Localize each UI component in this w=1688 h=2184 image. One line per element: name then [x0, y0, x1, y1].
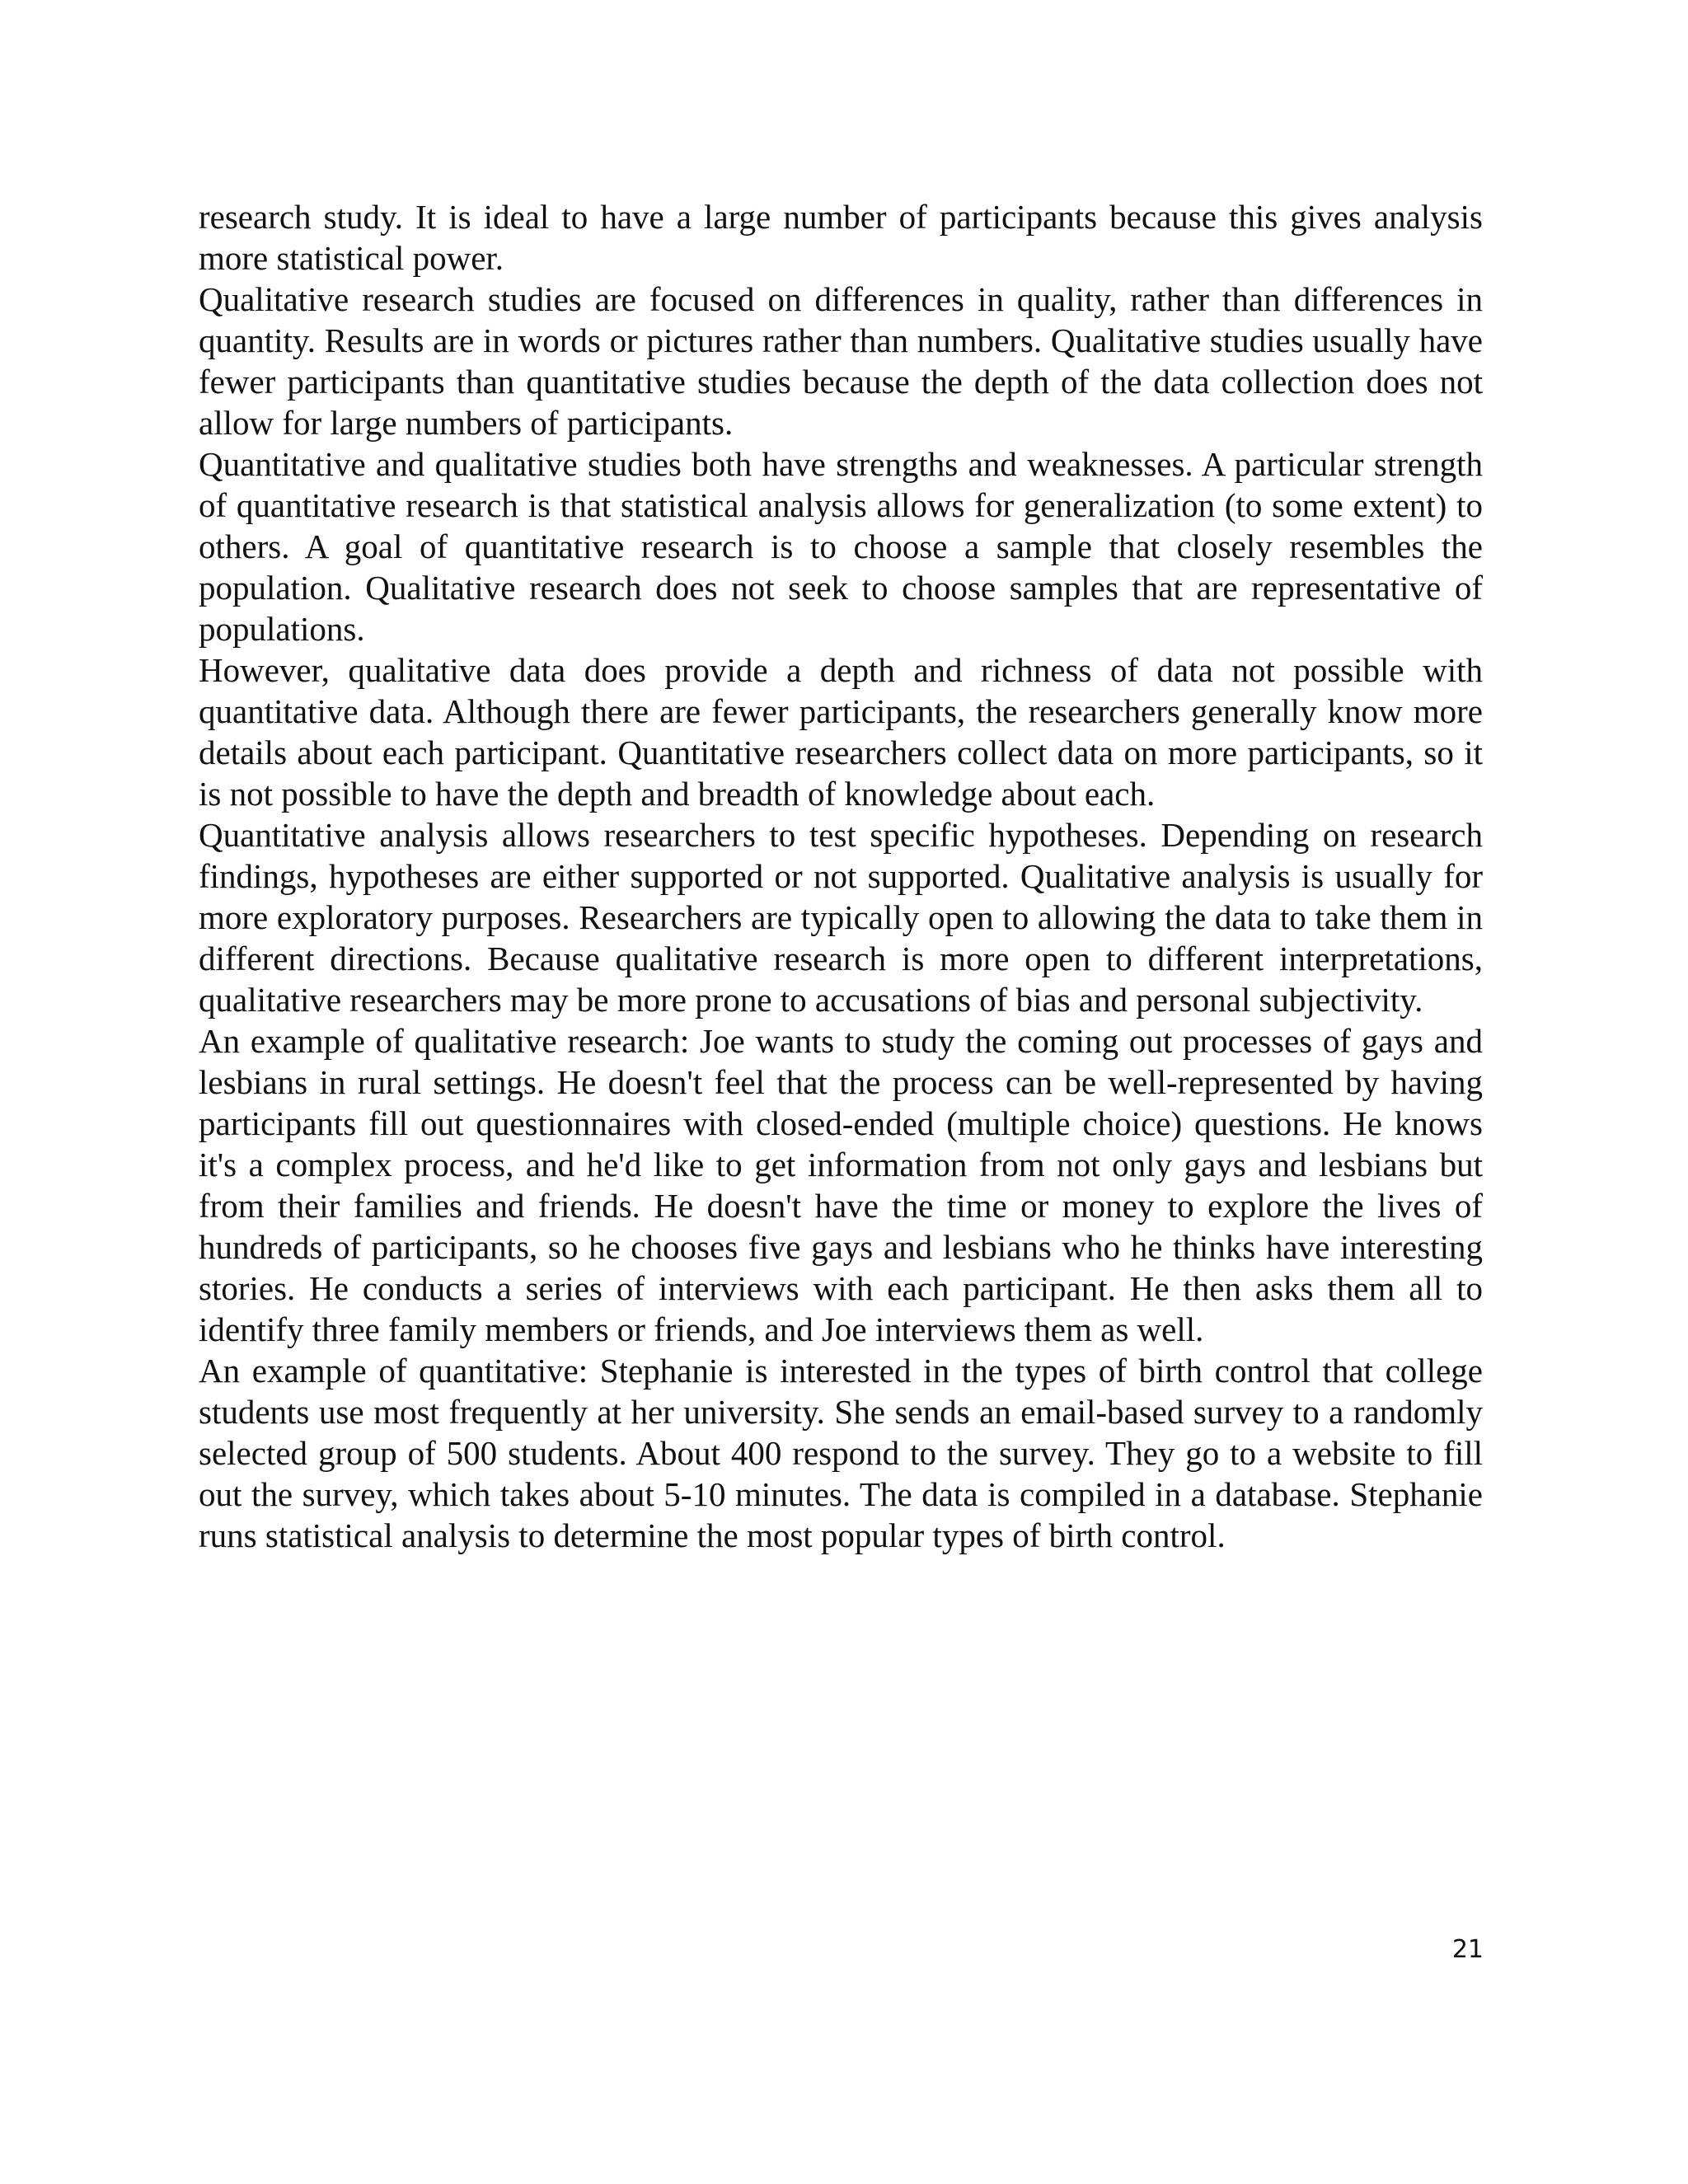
paragraph-qualitative-example: An example of qualitative research: Joe wants to study the coming out processes of gays and lesbians in rural settings. He doesn't feel that the process can be well-represented by having participants fill out questionnaires with closed-ended (multiple choice) questions. He knows it's a complex process, and he'd like to get information from not only gays and lesbians but from their families and friends. He doesn't have the time or money to explore the lives of hundreds of participants, so he chooses five gays and lesbians who he thinks have interesting stories. He conducts a series of interviews with each participant. He then asks them all to identify three family members or friends, and Joe interviews them as well. [199, 1022, 1483, 1348]
body-text [199, 196, 1483, 1556]
paragraph-statistical-power: research study. It is ideal to have a large number of participants because this gives analysis more statistical power. [199, 198, 1483, 277]
paragraph-depth-richness: However, qualitative data does provide a depth and richness of data not possible with quantitative data. Although there are fewer participants, the researchers generally know more details about each participant. Quantitative researchers collect data on more participants, so it is not possible to have the depth and breadth of knowledge about each. [199, 651, 1483, 813]
paragraph-quantitative-example: An example of quantitative: Stephanie is interested in the types of birth control that college students use most frequently at her university. She sends an email-based survey to a randomly selected group of 500 students. About 400 respond to the survey. They go to a website to fill out the survey, which takes about 5-10 minutes. The data is compiled in a database. Stephanie runs statistical analysis to determine the most popular types of birth control. [199, 1352, 1483, 1554]
paragraph-hypotheses: Quantitative analysis allows researchers to test specific hypotheses. Depending on research findings, hypotheses are either supported or not supported. Qualitative analysis is usually for more exploratory purposes. Researchers are typically open to allowing the data to take them in different directions. Because qualitative research is more open to different interpretations, qualitative researchers may be more prone to accusations of bias and personal subjectivity. [199, 816, 1483, 1019]
paragraph-qualitative-definition: Qualitative research studies are focused on differences in quality, rather than differences in quantity. Results are in words or pictures rather than numbers. Qualitative studies usually have fewer participants than quantitative studies because the depth of the data collection does not allow for large numbers of participants. [199, 280, 1483, 442]
page-number: 21 [1451, 1935, 1484, 1964]
paragraph-strengths-weaknesses: Quantitative and qualitative studies both have strengths and weaknesses. A particular strength of quantitative research is that statistical analysis allows for generalization (to some extent) to others. A goal of quantitative research is to choose a sample that closely resembles the population. Qualitative research does not seek to choose samples that are representative of populations. [199, 445, 1483, 648]
